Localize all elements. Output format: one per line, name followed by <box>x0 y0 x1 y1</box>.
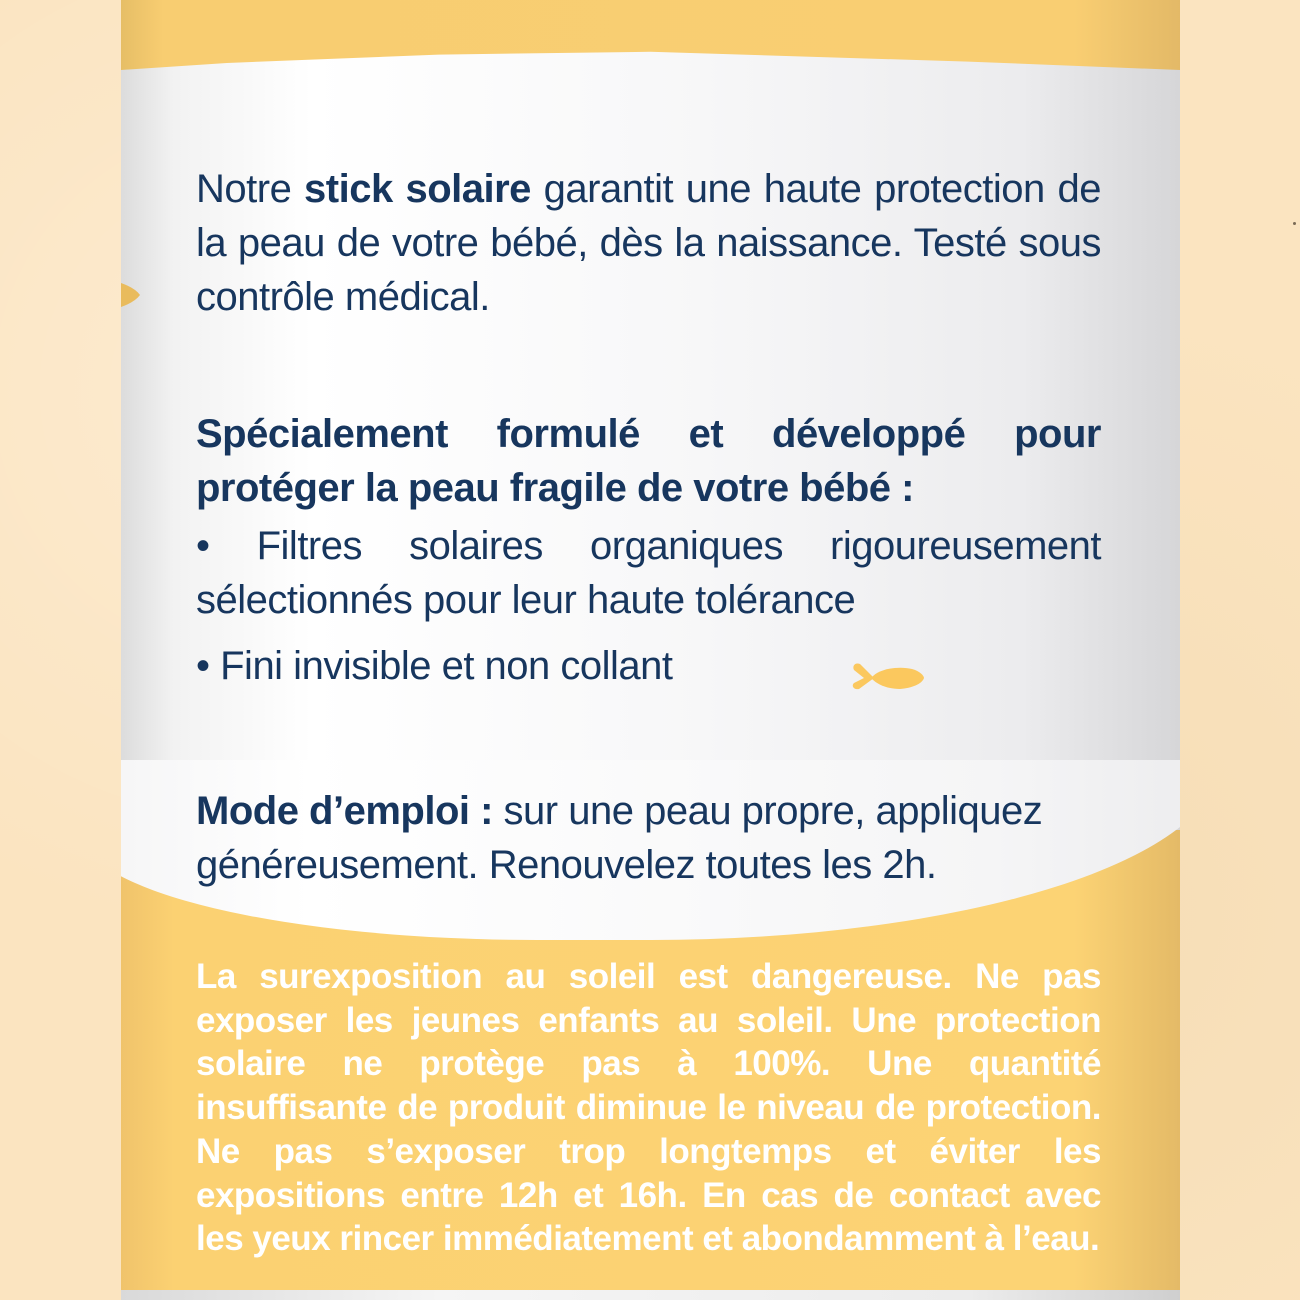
usage-text: sur une peau propre, appliquez généreusement. Renouvelez toutes les 2h. <box>196 789 1043 887</box>
intro-paragraph <box>196 162 1101 324</box>
bottom-cap-strip <box>121 1290 1180 1300</box>
top-yellow-band <box>121 0 1180 70</box>
usage-label: Mode d’emploi : <box>196 789 493 833</box>
intro-prefix: Notre <box>196 167 305 211</box>
specs-section <box>196 407 1101 693</box>
spec-bullet: • Filtres solaires organiques rigoureusement sélectionnés pour leur haute tolérance <box>196 524 1101 622</box>
warning-text: La surexposition au soleil est dangereuse. Ne pas exposer les jeunes enfants au soleil. Une protection solaire ne protège pas à 100%. Une quantité insuffisante de produit diminue le niveau de protection. Ne pas s’exposer trop longtemps et éviter les expositions entre 12h et 16h. En cas de contact avec les yeux rincer immédiatement et abondamment à l’eau. <box>196 957 1101 1259</box>
intro-section <box>196 162 1101 324</box>
specs-title: Spécialement formulé et développé pour protéger la peau fragile de votre bébé : <box>196 412 1101 510</box>
usage-section <box>196 784 1101 892</box>
background-speck <box>1293 222 1296 225</box>
product-name: stick solaire <box>304 167 531 211</box>
fish-icon <box>850 660 925 695</box>
drop-icon <box>121 280 141 310</box>
usage-paragraph <box>196 784 1101 892</box>
warning-section <box>196 955 1101 1261</box>
intro-suffix: garantit une haute protection de la peau de votre bébé, dès la naissance. Testé sous contrôle médical. <box>196 167 1101 319</box>
spec-bullet: • Fini invisible et non collant <box>196 644 673 688</box>
